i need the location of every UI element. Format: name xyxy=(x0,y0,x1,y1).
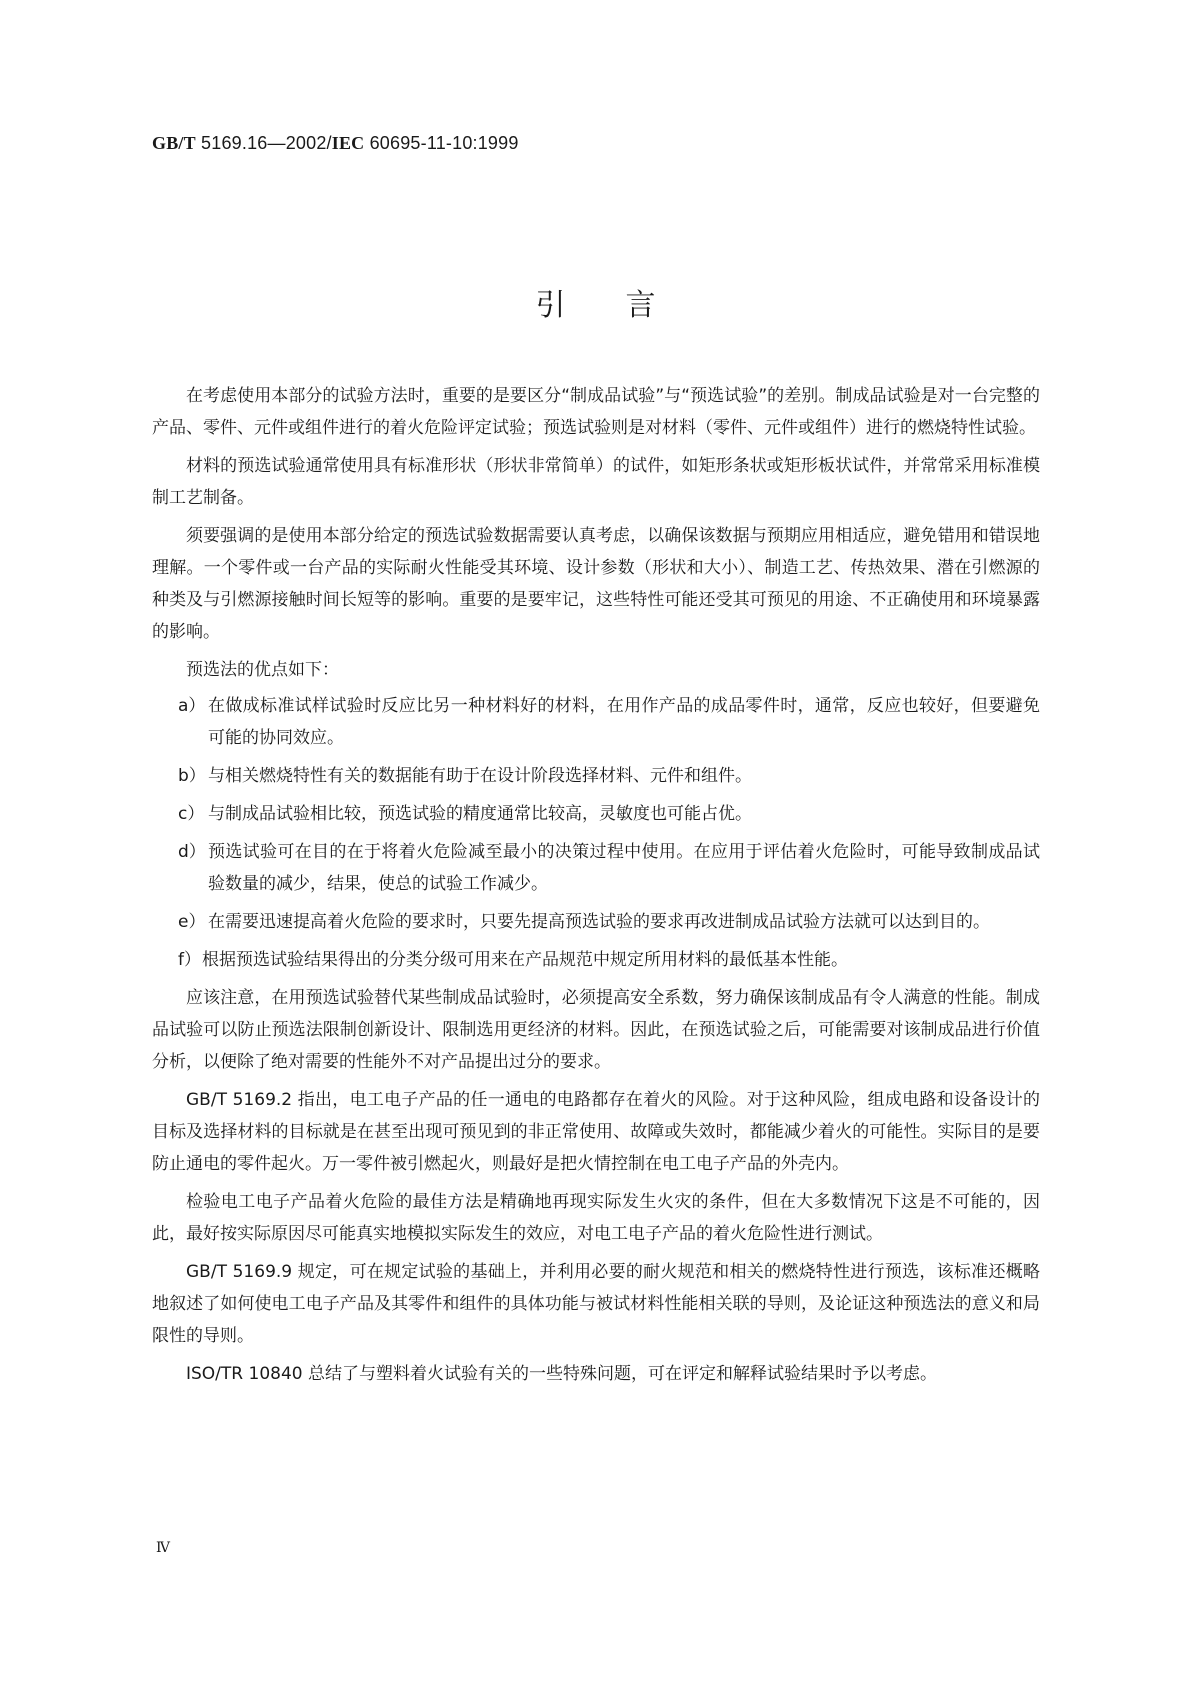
list-item xyxy=(152,690,1040,754)
paragraph: GB/T 5169.2 指出，电工电子产品的任一通电的电路都存在着火的风险。对于这种风险，组成电路和设备设计的目标及选择材料的目标就是在甚至出现可预见到的非正常使用、故障或失效时，都能减少着火的可能性。实际目的是要防止通电的零件起火。万一零件被引燃起火，则最好是把火情控制在电工电子产品的外壳内。 xyxy=(152,1090,1040,1174)
paragraph: 应该注意，在用预选试验替代某些制成品试验时，必须提高安全系数，努力确保该制成品有令人满意的性能。制成品试验可以防止预选法限制创新设计、限制选用更经济的材料。因此，在预选试验之后，可能需要对该制成品进行价值分析，以便除了绝对需要的性能外不对产品提出过分的要求。 xyxy=(152,988,1040,1072)
paragraph: 材料的预选试验通常使用具有标准形状（形状非常简单）的试件，如矩形条状或矩形板状试件，并常常采用标准模制工艺制备。 xyxy=(152,456,1040,508)
list-item xyxy=(152,944,1040,976)
iec-prefix: IEC xyxy=(331,133,365,153)
standard-number: 5169.16—2002/ xyxy=(195,133,332,153)
list-marker: f） xyxy=(178,950,201,970)
page-number: Ⅳ xyxy=(156,1541,170,1556)
list-item xyxy=(152,798,1040,830)
list-item-text: 与相关燃烧特性有关的数据能有助于在设计阶段选择材料、元件和组件。 xyxy=(208,766,752,786)
page-title: 引言 xyxy=(535,288,716,323)
list-intro: 预选法的优点如下： xyxy=(186,660,339,680)
list-item xyxy=(152,760,1040,792)
list-item-text: 与制成品试验相比较，预选试验的精度通常比较高，灵敏度也可能占优。 xyxy=(208,804,752,824)
paragraph: 须要强调的是使用本部分给定的预选试验数据需要认真考虑，以确保该数据与预期应用相适应，避免错用和错误地理解。一个零件或一台产品的实际耐火性能受其环境、设计参数（形状和大小）、制造工艺、传热效果、潜在引燃源的种类及与引燃源接触时间长短等的影响。重要的是要牢记，这些特性可能还受其可预见的用途、不正确使用和环境暴露的影响。 xyxy=(152,526,1040,642)
paragraph: 在考虑使用本部分的试验方法时，重要的是要区分“制成品试验”与“预选试验”的差别。制成品试验是对一台完整的产品、零件、元件或组件进行的着火危险评定试验；预选试验则是对材料（零件、元件或组件）进行的燃烧特性试验。 xyxy=(152,386,1040,438)
list-item-text: 根据预选试验结果得出的分类分级可用来在产品规范中规定所用材料的最低基本性能。 xyxy=(202,950,848,970)
list-item xyxy=(152,836,1040,900)
list-item-text: 在做成标准试样试验时反应比另一种材料好的材料，在用作产品的成品零件时，通常，反应也较好，但要避免可能的协同效应。 xyxy=(208,696,1040,748)
standard-header xyxy=(152,133,519,154)
paragraph: ISO/TR 10840 总结了与塑料着火试验有关的一些特殊问题，可在评定和解释试验结果时予以考虑。 xyxy=(186,1364,937,1384)
list-marker: c） xyxy=(178,804,205,824)
list-item-text: 在需要迅速提高着火危险的要求时，只要先提高预选试验的要求再改进制成品试验方法就可以达到目的。 xyxy=(208,912,990,932)
list-item-text: 预选试验可在目的在于将着火危险减至最小的决策过程中使用。在应用于评估着火危险时，可能导致制成品试验数量的减少，结果，使总的试验工作减少。 xyxy=(208,842,1040,894)
list-marker: a） xyxy=(178,696,206,716)
list-item xyxy=(152,906,1040,938)
iec-number: 60695-11-10:1999 xyxy=(364,133,519,153)
list-marker: b） xyxy=(178,766,206,786)
list-marker: d） xyxy=(178,842,206,862)
list-marker: e） xyxy=(178,912,206,932)
paragraph: GB/T 5169.9 规定，可在规定试验的基础上，并利用必要的耐火规范和相关的燃烧特性进行预选，该标准还概略地叙述了如何使电工电子产品及其零件和组件的具体功能与被试材料性能相关联的导则，及论证这种预选法的意义和局限性的导则。 xyxy=(152,1262,1040,1346)
document-body xyxy=(152,380,1040,1396)
standard-prefix: GB/T xyxy=(152,133,196,153)
paragraph: 检验电工电子产品着火危险的最佳方法是精确地再现实际发生火灾的条件，但在大多数情况下这是不可能的，因此，最好按实际原因尽可能真实地模拟实际发生的效应，对电工电子产品的着火危险性进行测试。 xyxy=(152,1192,1040,1244)
